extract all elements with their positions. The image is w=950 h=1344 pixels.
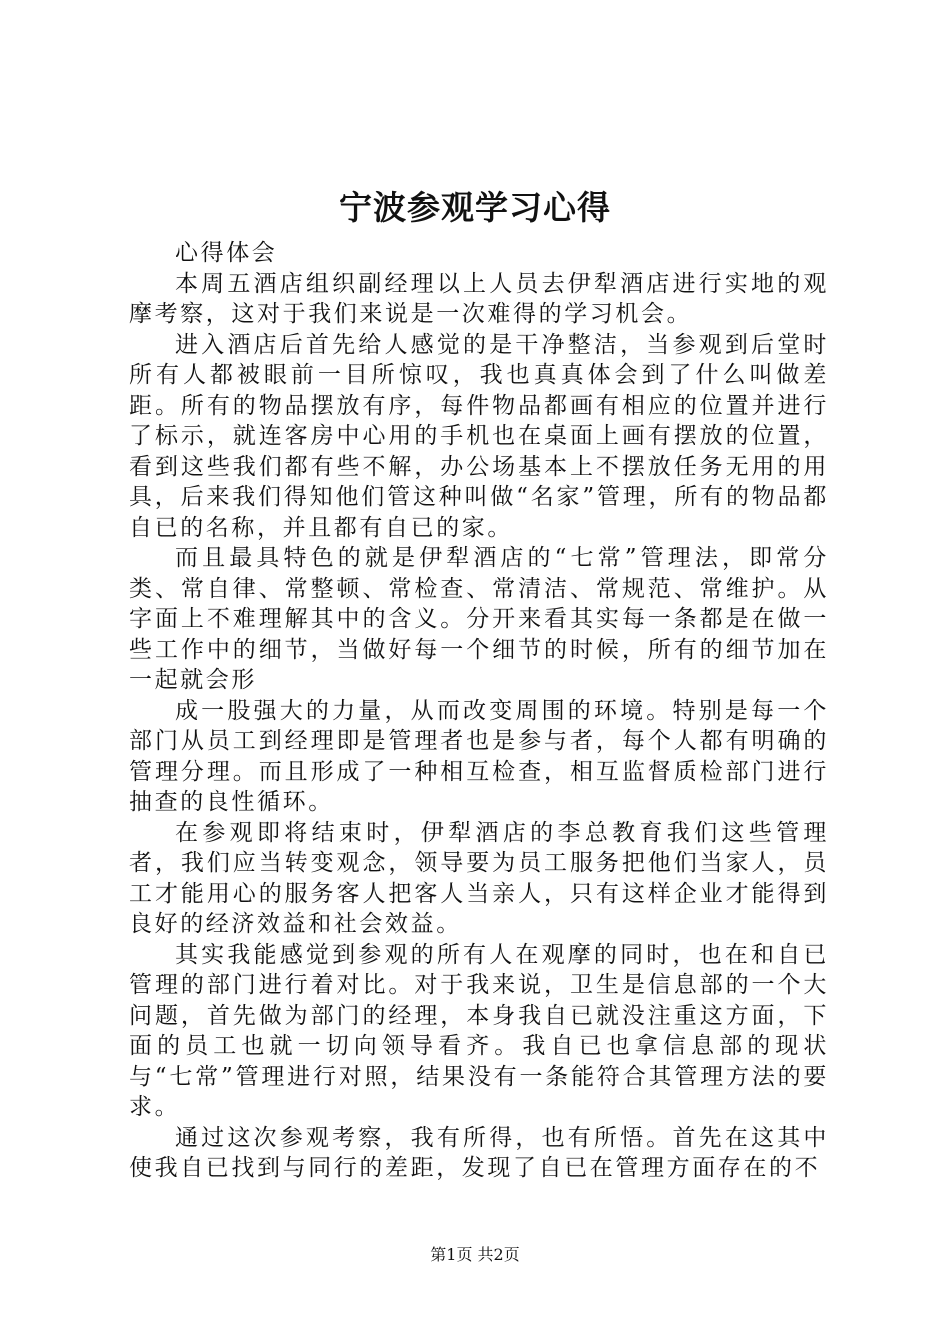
document-title: 宁波参观学习心得 — [339, 188, 611, 227]
document-body — [129, 238, 829, 1184]
paragraph: 本周五酒店组织副经理以上人员去伊犁酒店进行实地的观摩考察，这对于我们来说是一次难得的学习机会。 — [129, 270, 829, 327]
paragraph: 通过这次参观考察，我有所得，也有所悟。首先在这其中使我自已找到与同行的差距，发现了自已在管理方面存在的不 — [129, 1124, 829, 1181]
paragraph: 进入酒店后首先给人感觉的是干净整洁，当参观到后堂时所有人都被眼前一目所惊叹，我也真真体会到了什么叫做差距。所有的物品摆放有序，每件物品都画有相应的位置并进行了标示，就连客房中心用的手机也在桌面上画有摆放的位置，看到这些我们都有些不解，办公场基本上不摆放任务无用的用具，后来我们得知他们管这种叫做“名家”管理，所有的物品都自已的名称，并且都有自已的家。 — [129, 331, 829, 541]
paragraph: 其实我能感觉到参观的所有人在观摩的同时，也在和自已管理的部门进行着对比。对于我来说，卫生是信息部的一个大问题，首先做为部门的经理，本身我自已就没注重这方面，下面的员工也就一切向领导看齐。我自已也拿信息部的现状与“七常”管理进行对照，结果没有一条能符合其管理方法的要求。 — [129, 941, 829, 1120]
paragraph-heading: 心得体会 — [175, 240, 278, 266]
paragraph: 成一股强大的力量，从而改变周围的环境。特别是每一个部门从员工到经理即是管理者也是参与者，每个人都有明确的管理分理。而且形成了一种相互检查，相互监督质检部门进行抽查的良性循环。 — [129, 697, 829, 815]
paragraph: 在参观即将结束时，伊犁酒店的李总教育我们这些管理者，我们应当转变观念，领导要为员工服务把他们当家人，员工才能用心的服务客人把客人当亲人，只有这样企业才能得到良好的经济效益和社会效益。 — [129, 819, 829, 937]
page-footer: 第1页 共2页 — [430, 1245, 520, 1264]
paragraph: 而且最具特色的就是伊犁酒店的“七常”管理法，即常分类、常自律、常整顿、常检查、常清洁、常规范、常维护。从字面上不难理解其中的含义。分开来看其实每一条都是在做一些工作中的细节，当做好每一个细节的时候，所有的细节加在一起就会形 — [129, 545, 829, 693]
